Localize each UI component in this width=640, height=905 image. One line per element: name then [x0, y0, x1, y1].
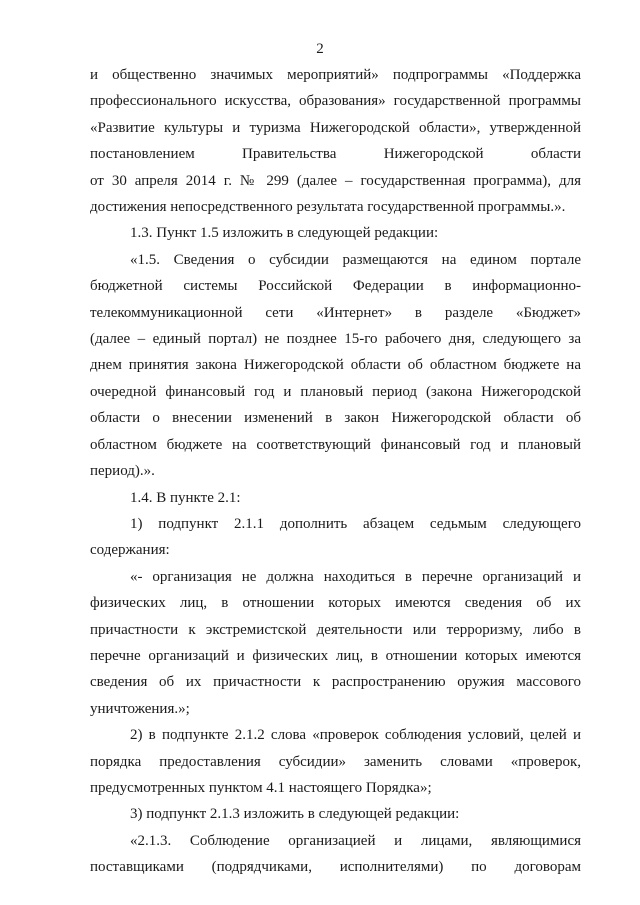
paragraph-1	[90, 220, 581, 246]
text-line: причастности к экстремистской деятельности или терроризму, либо в	[90, 621, 581, 638]
text-line: профессионального искусства, образования» государственной программы	[90, 93, 581, 110]
text-line: днем принятия закона Нижегородской области об областном бюджете на	[90, 357, 581, 374]
text-line: и общественно значимых мероприятий» подпрограммы «Поддержка	[90, 67, 581, 83]
paragraph-7	[90, 801, 581, 827]
paragraph-4	[90, 511, 581, 564]
text-line: содержания:	[90, 542, 170, 559]
text-line: поставщиками (подрядчиками, исполнителями) по договорам	[90, 859, 581, 876]
text-line: 1.3. Пункт 1.5 изложить в следующей редакции:	[130, 225, 439, 242]
text-line: области о внесении изменений в закон Нижегородской области об	[90, 410, 581, 427]
text-line: (далее – единый портал) не позднее 15-го рабочего дня, следующего за	[90, 331, 581, 348]
text-line: физических лиц, в отношении которых имеются сведения об их	[90, 595, 581, 612]
text-line: телекоммуникационной сети «Интернет» в разделе «Бюджет»	[90, 304, 581, 321]
text-line: достижения непосредственного результата государственной программы.».	[90, 199, 566, 216]
text-line: бюджетной системы Российской Федерации в информационно-	[90, 278, 581, 295]
text-line: «- организация не должна находиться в перечне организаций и	[130, 568, 581, 585]
text-line: 1) подпункт 2.1.1 дополнить абзацем седьмым следующего	[130, 515, 581, 532]
text-line: от 30 апреля 2014 г. № 299 (далее – государственная программа), для	[90, 172, 581, 189]
text-line: 1.4. В пункте 2.1:	[130, 489, 241, 506]
text-line: перечне организаций и физических лиц, в отношении которых имеются	[90, 647, 581, 664]
paragraph-0	[90, 62, 581, 220]
page-number: 2	[316, 41, 324, 57]
paragraph-6	[90, 722, 581, 801]
text-line: постановлением Правительства Нижегородской области	[90, 146, 581, 163]
paragraph-2	[90, 247, 581, 485]
text-line: уничтожения.»;	[90, 700, 190, 717]
text-line: областном бюджете на соответствующий финансовый год и плановый	[90, 436, 581, 453]
text-line: 2) в подпункте 2.1.2 слова «проверок соблюдения условий, целей и	[130, 727, 581, 744]
paragraph-3	[90, 485, 581, 511]
text-line: 3) подпункт 2.1.3 изложить в следующей редакции:	[130, 806, 460, 823]
text-line: предусмотренных пунктом 4.1 настоящего Порядка»;	[90, 779, 432, 796]
document-body	[90, 62, 581, 881]
paragraph-5	[90, 564, 581, 722]
text-line: «1.5. Сведения о субсидии размещаются на едином портале	[130, 251, 581, 268]
text-line: сведения об их причастности к распространению оружия массового	[90, 674, 581, 691]
paragraph-8	[90, 828, 581, 881]
text-line: «Развитие культуры и туризма Нижегородской области», утвержденной	[90, 119, 581, 136]
text-line: «2.1.3. Соблюдение организацией и лицами, являющимися	[130, 832, 581, 849]
text-line: период).».	[90, 463, 155, 480]
text-line: порядка предоставления субсидии» заменить словами «проверок,	[90, 753, 581, 770]
text-line: очередной финансовый год и плановый период (закона Нижегородской	[90, 383, 581, 400]
